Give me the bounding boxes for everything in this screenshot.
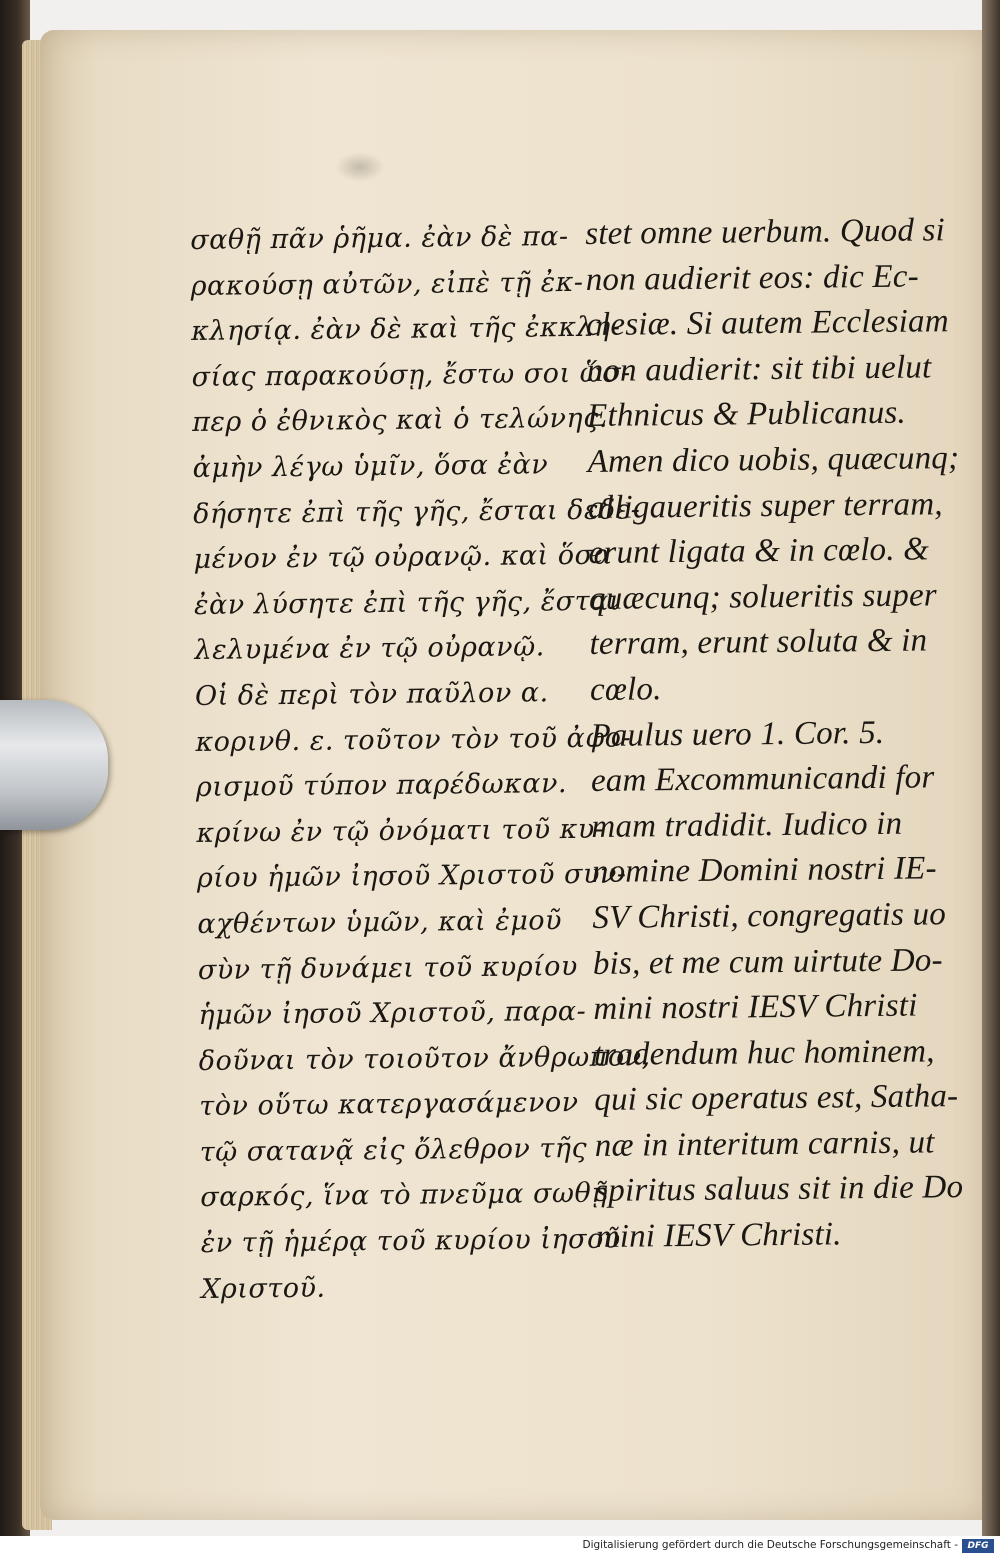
latin-text-line: alligaueritis super terram,	[587, 485, 943, 526]
latin-text-line: bis, et me cum uirtute Do-	[592, 941, 943, 982]
latin-text-line: mini nostri IESV Christi	[593, 987, 918, 1028]
greek-text-line: σίας παρακούσῃ, ἔστω σοι ὥσ-	[191, 357, 631, 393]
latin-text-line: erunt ligata & in cœlo. &	[588, 531, 930, 572]
ink-smudge	[335, 152, 385, 182]
greek-text-line: ἀμὴν λέγω ὑμῖν, ὅσα ἐὰν	[192, 449, 549, 484]
latin-text-line: næ in interitum carnis, ut	[594, 1124, 935, 1164]
latin-text-line: qui sic operatus est, Satha-	[594, 1078, 959, 1119]
latin-text-line: Amen dico uobis, quæcunq;	[587, 440, 960, 480]
greek-text-line: Οἱ δὲ περὶ τὸν παῦλον α.	[194, 677, 549, 712]
latin-text-line: Ethnicus & Publicanus.	[586, 395, 907, 435]
greek-text-line: περ ὁ ἐθνικὸς καὶ ὁ τελώνης.	[191, 403, 609, 439]
latin-text-line: clesiæ. Si autem Ecclesiam	[585, 303, 949, 344]
latin-text-line: spiritus saluus sit in die Do	[595, 1169, 964, 1210]
latin-text-line: cœlo.	[589, 671, 662, 708]
latin-text-line: mam tradidit. Iudico in	[591, 805, 903, 845]
greek-text-line: δήσητε ἐπὶ τῆς γῆς, ἔσται δεδε-	[192, 493, 641, 530]
latin-text-column	[585, 208, 968, 1260]
greek-text-line: μένον ἐν τῷ οὐρανῷ. καὶ ὅσα	[193, 539, 613, 576]
latin-text-line: nomine Domini nostri IE-	[591, 850, 937, 891]
greek-text-line: ρακούσῃ αὐτῶν, εἰπὲ τῇ ἐκ-	[190, 266, 584, 302]
facing-page-edge	[982, 0, 1000, 1557]
greek-text-line: τῷ σατανᾷ εἰς ὄλεθρον τῆς	[199, 1132, 588, 1168]
greek-text-line: κρίνω ἐν τῷ ὀνόματι τοῦ κυ-	[196, 813, 605, 849]
latin-text-line: terram, erunt soluta & in	[589, 622, 928, 663]
greek-text-line: δοῦναι τὸν τοιοῦτον ἄνθρωπον,	[198, 1040, 651, 1077]
latin-text-line: non audierit eos: dic Ec-	[585, 258, 919, 298]
greek-text-line: ἡμῶν ἰησοῦ Χριστοῦ, παρα-	[198, 995, 587, 1032]
dfg-logo: DFG	[962, 1539, 994, 1553]
book-clamp	[0, 700, 108, 830]
latin-text-line: non audierit: sit tibi uelut	[586, 349, 932, 389]
greek-text-line: τὸν οὕτω κατεργασάμενον	[199, 1087, 579, 1123]
latin-text-line: stet omne uerbum. Quod si	[585, 212, 946, 252]
latin-text-line: quæcunq; solueritis super	[588, 577, 938, 617]
greek-text-line: λελυμένα ἐν τῷ οὐρανῷ.	[194, 631, 545, 667]
greek-text-line: σὺν τῇ δυνάμει τοῦ κυρίου	[197, 950, 579, 986]
greek-text-line: ἐὰν λύσητε ἐπὶ τῆς γῆς, ἔσται	[193, 585, 621, 621]
latin-text-line: tradendum huc hominem,	[593, 1033, 935, 1073]
latin-text-line: Paulus uero 1. Cor. 5.	[590, 714, 885, 754]
latin-text-line: eam Excommunicandi for	[590, 759, 935, 800]
funding-credit: Digitalisierung gefördert durch die Deutsche Forschungsgemeinschaft -	[582, 1539, 958, 1551]
greek-text-line: Χριστοῦ.	[201, 1272, 326, 1305]
greek-text-line: αχθέντων ὑμῶν, καὶ ἐμοῦ	[197, 905, 563, 940]
greek-text-column	[190, 213, 653, 1312]
latin-text-line: SV Christi, congregatis uo	[592, 896, 947, 936]
greek-text-line: ἐν τῇ ἡμέρᾳ τοῦ κυρίου ἰησοῦ	[200, 1223, 621, 1260]
greek-text-line: ρισμοῦ τύπον παρέδωκαν.	[195, 768, 568, 804]
greek-text-line: κλησίᾳ. ἐὰν δὲ καὶ τῆς ἐκκλη-	[191, 311, 621, 348]
greek-text-line: σαρκός, ἵνα τὸ πνεῦμα σωθῇ	[200, 1178, 609, 1214]
greek-text-line: σαθῇ πᾶν ῥῆμα. ἐὰν δὲ πα-	[190, 221, 569, 256]
latin-text-line: mini IESV Christi.	[595, 1216, 842, 1256]
greek-text-line: ρίου ἡμῶν ἰησοῦ Χριστοῦ συν-	[196, 858, 627, 895]
greek-text-line: κορινθ. ε. τοῦτον τὸν τοῦ ἀφο-	[195, 721, 632, 758]
